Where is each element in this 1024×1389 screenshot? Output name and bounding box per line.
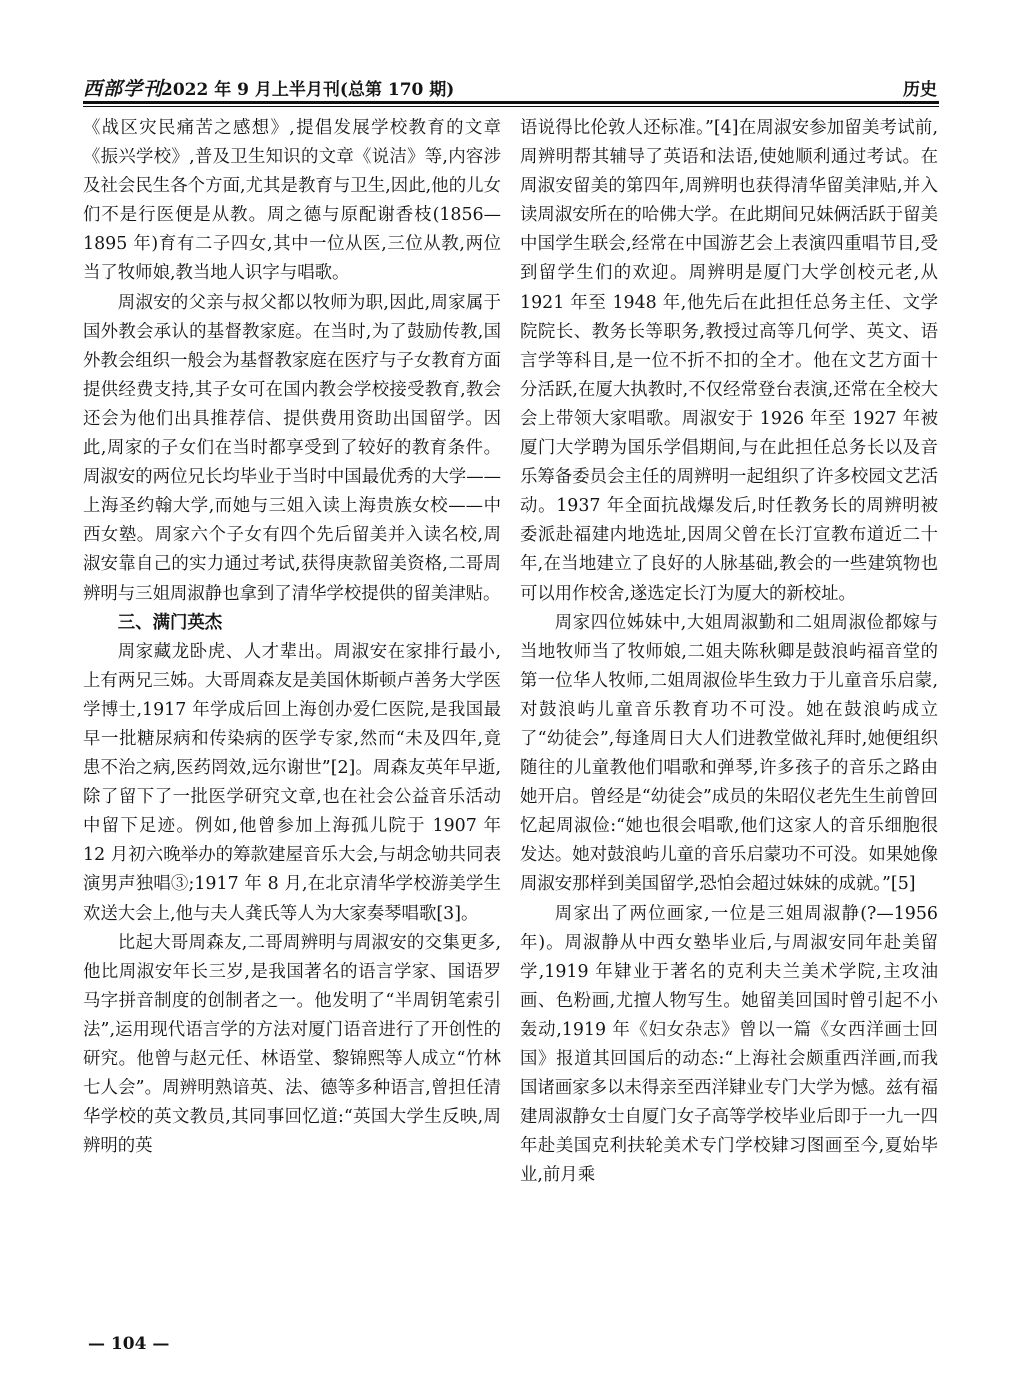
header-rule-thick [83,101,939,104]
paragraph: 周淑安的父亲与叔父都以牧师为职,因此,周家属于国外教会承认的基督教家庭。在当时,为了鼓励传教,国外教会组织一般会为基督教家庭在医疗与子女教育方面提供经费支持,其子女可在国内教会学校接受教育,教会还会为他们出具推荐信、提供费用资助出国留学。因此,周家的子女们在当时都享受到了较好的教育条件。周淑安的两位兄长均毕业于当时中国最优秀的大学——上海圣约翰大学,而她与三姐入读上海贵族女校——中西女塾。周家六个子女有四个先后留美并入读名校,周淑安靠自己的实力通过考试,获得庚款留美资格,二哥周辨明与三姐周淑静也拿到了清华学校提供的留美津贴。 [83,292,501,604]
paragraph: 周家出了两位画家,一位是三姐周淑静(?—1956 年)。周淑静从中西女塾毕业后,与周淑安同年赴美留学,1919 年肄业于著名的克利夫兰美术学院,主攻油画、色粉画,尤擅人物写生。她留美回国时曾引起不小轰动,1919 年《妇女杂志》曾以一篇《女西洋画士回国》报道其回国后的动态:“上海社会颇重西洋画,而我国诸画家多以未得亲至西洋肄业专门大学为憾。兹有福建周淑静女士自厦门女子高等学校毕业后即于一九一四年赴美国克利扶轮美术专门学校肄习图画至今,夏始毕业,前月乘 [520,903,938,1186]
paragraph: 周家四位姊妹中,大姐周淑勤和二姐周淑俭都嫁与当地牧师当了牧师娘,二姐夫陈秋卿是鼓浪屿福音堂的第一位华人牧师,二姐周淑俭毕生致力于儿童音乐启蒙,对鼓浪屿儿童音乐教育功不可没。她在鼓浪屿成立了“幼徒会”,每逢周日大人们进教堂做礼拜时,她便组织随往的儿童教他们唱歌和弹琴,许多孩子的音乐之路由她开启。曾经是“幼徒会”成员的朱昭仪老先生生前曾回忆起周淑俭:“她也很会唱歌,他们这家人的音乐细胞很发达。她对鼓浪屿儿童的音乐启蒙功不可没。如果她像周淑安那样到美国留学,恐怕会超过妹妹的成就。”[5] [520,612,938,895]
left-column [83,114,501,1324]
section-label: 历史 [903,80,937,100]
right-column [520,114,938,1324]
paragraph: 周家藏龙卧虎、人才辈出。周淑安在家排行最小,上有两兄三姊。大哥周森友是美国休斯顿卢善务大学医学博士,1917 年学成后回上海创办爱仁医院,是我国最早一批糖尿病和传染病的医学专家,然而“未及四年,竟患不治之病,医药罔效,远尔谢世”[2]。周森友英年早逝,除了留下了一批医学研究文章,也在社会公益音乐活动中留下足迹。例如,他曾参加上海孤儿院于 1907 年 12 月初六晚举办的筹款建屋音乐大会,与胡念劬共同表演男声独唱③;1917 年 8 月,在北京清华学校游美学生欢送大会上,他与夫人龚氏等人为大家奏琴唱歌[3]。 [83,641,501,924]
running-header [83,74,939,100]
section-heading: 三、满门英杰 [117,612,223,633]
header-rule-thin [83,106,939,107]
paragraph: 语说得比伦敦人还标准。”[4]在周淑安参加留美考试前,周辨明帮其辅导了英语和法语,使她顺利通过考试。在周淑安留美的第四年,周辨明也获得清华留美津贴,并入读周淑安所在的哈佛大学。在此期间兄妹俩活跃于留美中国学生联会,经常在中国游艺会上表演四重唱节目,受到留学生们的欢迎。周辨明是厦门大学创校元老,从 1921 年至 1948 年,他先后在此担任总务主任、文学院院长、教务长等职务,教授过高等几何学、英文、语言学等科目,是一位不折不扣的全才。他在文艺方面十分活跃,在厦大执教时,不仅经常登台表演,还常在全校大会上带领大家唱歌。周淑安于 1926 年至 1927 年被厦门大学聘为国乐学倡期间,与在此担任总务长以及音乐筹备委员会主任的周辨明一起组织了许多校园文艺活动。1937 年全面抗战爆发后,时任教务长的周辨明被委派赴福建内地选址,因周父曾在长汀宣教布道近二十年,在当地建立了良好的人脉基础,教会的一些建筑物也可以用作校舍,遂选定长汀为厦大的新校址。 [520,118,938,604]
paragraph: 比起大哥周森友,二哥周辨明与周淑安的交集更多,他比周淑安年长三岁,是我国著名的语言学家、国语罗马字拼音制度的创制者之一。他发明了“半周钥笔索引法”,运用现代语言学的方法对厦门语音进行了开创性的研究。他曾与赵元任、林语堂、黎锦熙等人成立“竹林七人会”。周辨明熟谙英、法、德等多种语言,曾担任清华学校的英文教员,其同事回忆道:“英国大学生反映,周辨明的英 [83,932,501,1157]
paragraph: 《战区灾民痛苦之感想》,提倡发展学校教育的文章《振兴学校》,普及卫生知识的文章《说洁》等,内容涉及社会民生各个方面,尤其是教育与卫生,因此,他的儿女们不是行医便是从教。周之德与原配谢香枝(1856—1895 年)育有二子四女,其中一位从医,三位从教,两位当了牧师娘,教当地人识字与唱歌。 [83,118,501,284]
issue-info: 2022 年 9 月上半月刊(总第 170 期) [161,80,455,100]
journal-logo: 西部学刊 [83,78,164,100]
page-number: — 104 — [88,1334,170,1354]
